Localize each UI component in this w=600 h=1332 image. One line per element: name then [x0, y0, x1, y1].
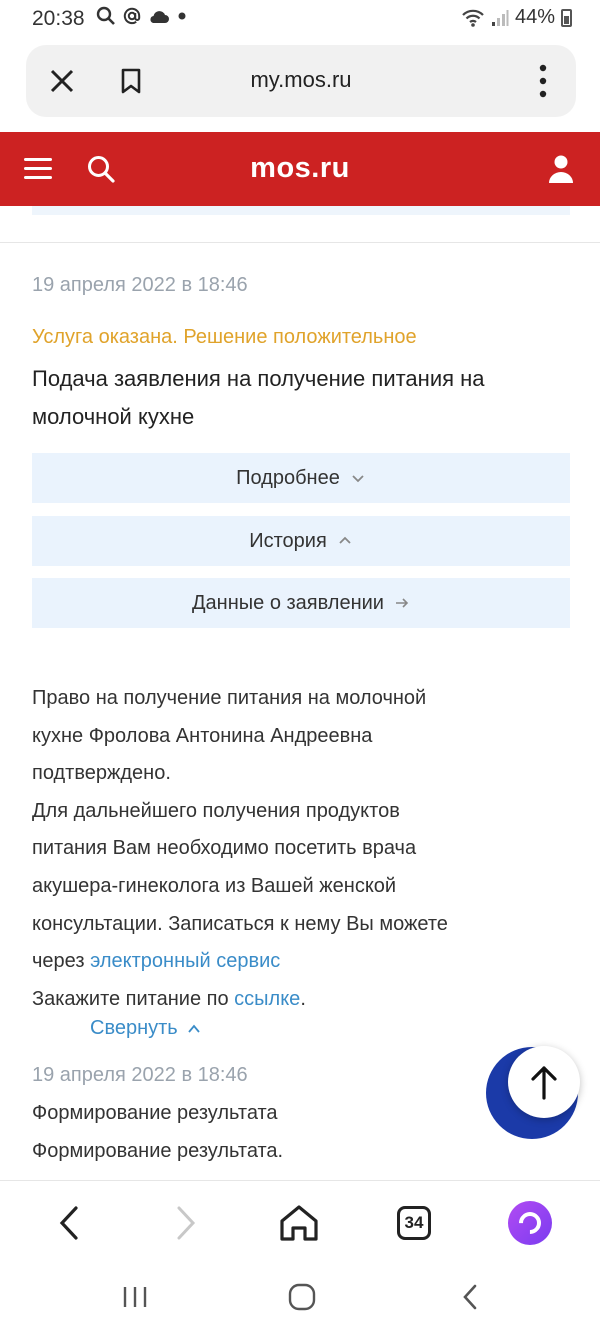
- history-entry-line: Формирование результата.: [32, 1140, 284, 1162]
- dot-icon: [176, 10, 188, 22]
- arrow-up-icon: [529, 1064, 559, 1100]
- divider: [0, 242, 600, 243]
- alice-icon: [508, 1201, 552, 1245]
- home-button[interactable]: [275, 1199, 323, 1247]
- chevron-up-icon: [186, 1021, 202, 1037]
- chevron-down-icon: [350, 470, 366, 486]
- back-icon: [460, 1283, 480, 1311]
- site-logo[interactable]: mos.ru: [250, 152, 350, 184]
- status-time: 20:38: [32, 7, 85, 30]
- history-line: Для дальнейшего получения продуктов: [32, 799, 400, 822]
- history-entry-date: 19 апреля 2022 в 18:46: [32, 1064, 248, 1086]
- battery-percent: 44%: [514, 6, 555, 28]
- history-line: питания Вам необходимо посетить врача: [32, 837, 417, 860]
- status-system-icons: [461, 6, 572, 29]
- url-text[interactable]: my.mos.ru: [250, 67, 352, 92]
- application-date: 19 апреля 2022 в 18:46: [32, 274, 248, 296]
- collapse-button[interactable]: [90, 1017, 202, 1040]
- history-line: кухне Фролова Антонина Андреевна: [32, 724, 373, 747]
- wifi-icon: [461, 8, 485, 28]
- alice-assistant-button[interactable]: [506, 1199, 554, 1247]
- browser-address-bar[interactable]: [26, 45, 576, 117]
- recent-apps-button[interactable]: [115, 1280, 155, 1314]
- site-header: [0, 132, 600, 206]
- history-line: акушера-гинеколога из Вашей женской: [32, 874, 397, 897]
- status-notification-icons: [96, 6, 188, 26]
- application-data-button[interactable]: [32, 578, 570, 628]
- system-home-button[interactable]: [282, 1280, 322, 1314]
- details-button-label: Подробнее: [236, 466, 340, 489]
- history-button[interactable]: [32, 516, 570, 566]
- user-icon[interactable]: [548, 154, 574, 184]
- order-prefix: Закажите питание по: [32, 987, 229, 1010]
- back-button[interactable]: [45, 1199, 93, 1247]
- application-title: Подача заявления на получение питания на молочной кухне: [32, 366, 485, 429]
- details-button[interactable]: [32, 453, 570, 503]
- chevron-up-icon: [337, 533, 353, 549]
- order-suffix: .: [300, 987, 306, 1010]
- previous-card-edge: [32, 206, 570, 215]
- battery-icon: [561, 9, 572, 27]
- tab-count: 34: [397, 1206, 431, 1240]
- arrow-right-icon: [394, 595, 410, 611]
- system-back-button[interactable]: [450, 1280, 490, 1314]
- home-icon: [278, 1203, 320, 1243]
- history-button-label: История: [249, 529, 327, 552]
- recent-apps-icon: [122, 1286, 148, 1308]
- scroll-to-top-button[interactable]: [508, 1046, 580, 1118]
- application-data-button-label: Данные о заявлении: [192, 591, 384, 614]
- history-entry-text: [32, 680, 502, 1018]
- history-line: [32, 943, 502, 981]
- signal-icon: [491, 9, 509, 27]
- order-link[interactable]: ссылке: [234, 987, 301, 1010]
- history-line: [32, 981, 502, 1019]
- history-line: подтверждено.: [32, 762, 171, 785]
- electronic-service-link[interactable]: электронный сервис: [90, 950, 281, 973]
- home-circle-icon: [288, 1283, 316, 1311]
- cloud-icon: [148, 8, 170, 24]
- history-line: Право на получение питания на молочной: [32, 687, 427, 709]
- history-entry-line: Формирование результата: [32, 1102, 278, 1124]
- more-vertical-icon[interactable]: [538, 63, 548, 99]
- status-badge: Услуга оказана. Решение положительное: [32, 326, 417, 348]
- status-bar: [0, 0, 600, 38]
- chevron-left-icon: [57, 1205, 81, 1241]
- history-line: консультации. Записаться к нему Вы можете: [32, 912, 448, 935]
- search-icon: [96, 6, 116, 26]
- forward-button[interactable]: [162, 1199, 210, 1247]
- collapse-label: Свернуть: [90, 1017, 178, 1039]
- tabs-button[interactable]: [390, 1199, 438, 1247]
- chevron-right-icon: [174, 1205, 198, 1241]
- via-prefix: через: [32, 950, 85, 973]
- at-icon: [122, 6, 142, 26]
